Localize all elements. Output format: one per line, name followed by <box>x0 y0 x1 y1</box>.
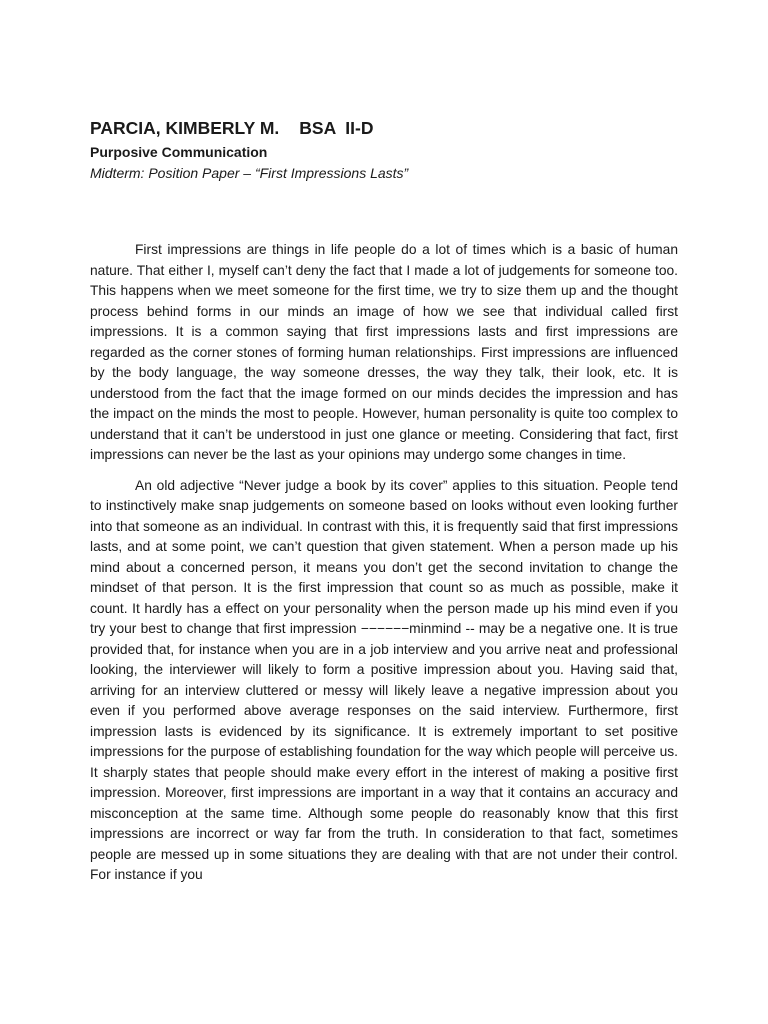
paragraph-1: First impressions are things in life people do a lot of times which is a basic of human nature. That either I, myself can’t deny the fact that I made a lot of judgements for someone too. This happens when we meet someone for the first time, we try to size them up and the thought process behind forms in our minds an image of how we see that individual called first impressions. It is a common saying that first impressions lasts and first impressions are regarded as the corner stones of forming human relationships. First impressions are influenced by the body language, the way someone dresses, the way they talk, their look, etc. It is understood from the fact that the image formed on our minds decides the impression and has the impact on the minds the most to people. However, human personality is quite too complex to understand that it can’t be understood in just one glance or meeting. Considering that fact, first impressions can never be the last as your opinions may undergo some changes in time. <box>90 242 678 462</box>
student-name: PARCIA, KIMBERLY M. <box>90 118 280 138</box>
document-body <box>90 240 678 896</box>
document-header <box>90 115 690 183</box>
paper-subtitle: Midterm: Position Paper – “First Impressions Lasts” <box>90 165 409 181</box>
subject-title: Purposive Communication <box>90 144 268 160</box>
course-section: BSA II-D <box>299 118 374 138</box>
paragraph-2: An old adjective “Never judge a book by its cover” applies to this situation. People tend to instinctively make snap judgements on someone based on looks without even looking further into that someone as an individual. In contrast with this, it is frequently said that first impressions lasts, and at some point, we can’t question that given statement. When a person made up his mind about a concerned person, it means you don’t get the second invitation to change the mindset of that person. It is the first impression that count so as much as possible, make it count. It hardly has a effect on your personality when the person made up his mind even if you try your best to change that first impression −−−−−−minmind -- may be a negative one. It is true provided that, for instance when you are in a job interview and you arrive neat and professional looking, the interviewer will likely to form a positive impression about you. Having said that, arriving for an interview cluttered or messy will likely leave a negative impression about you even if you performed above average responses on the said interview. Furthermore, first impression lasts is evidenced by its significance. It is extremely important to set positive impressions for the purpose of establishing foundation for the way which people will perceive us. It sharply states that people should make every effort in the interest of making a positive first impression. Moreover, first impressions are important in a way that it contains an accuracy and misconception at the same time. Although some people do reasonably know that this first impressions are incorrect or way far from the truth. In consideration to that fact, sometimes people are messed up in some situations they are dealing with that are not under their control. For instance if you <box>90 477 678 882</box>
student-line <box>90 115 690 141</box>
